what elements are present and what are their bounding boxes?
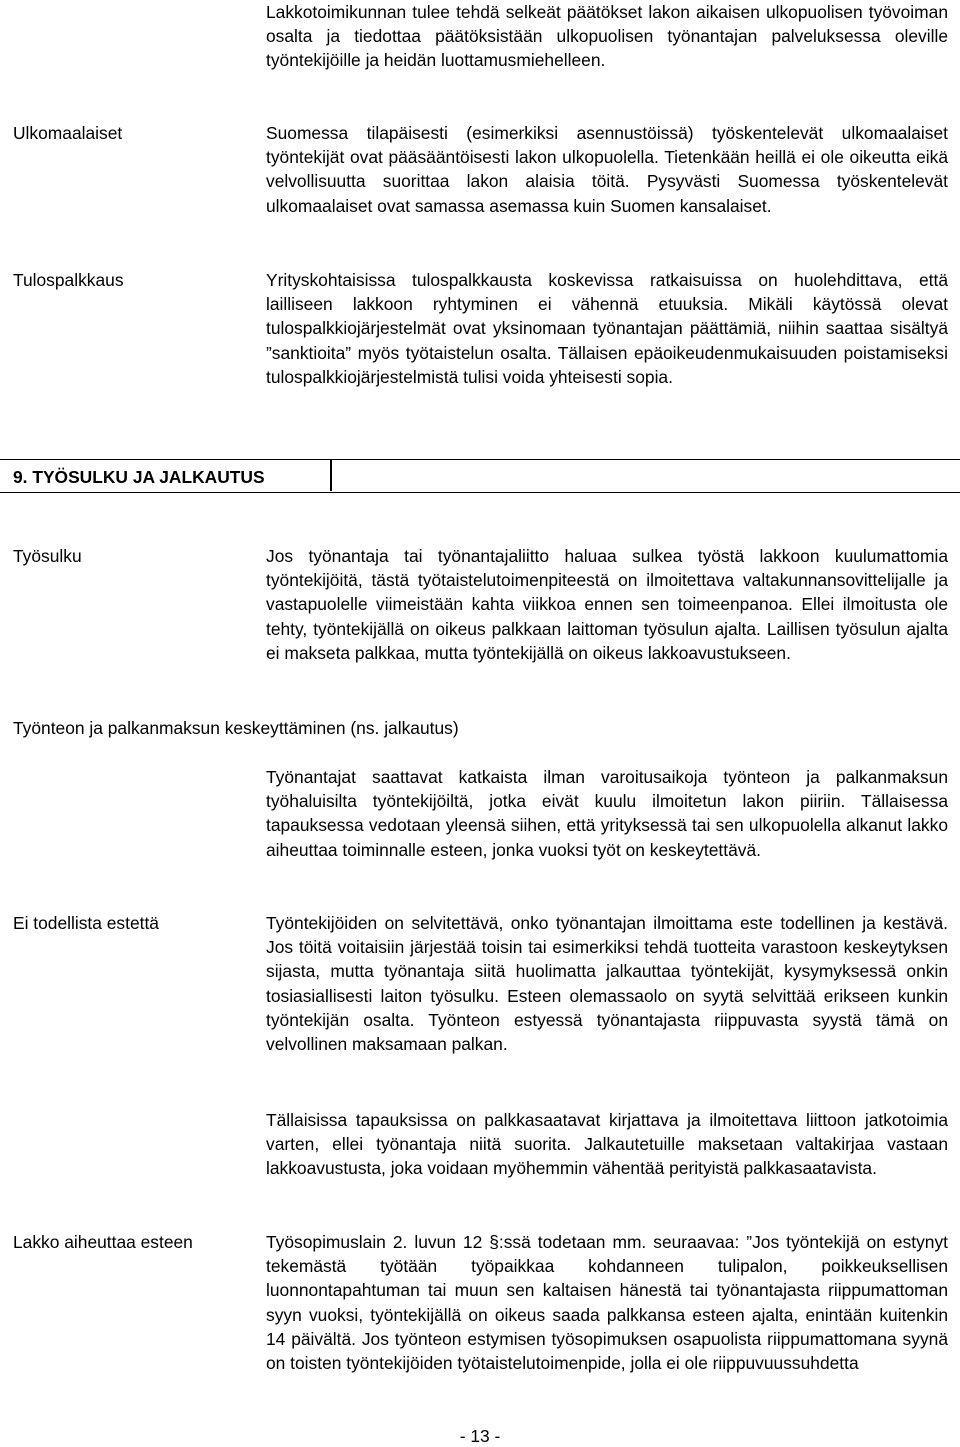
- paragraph-palkkasaatavat: Tällaisissa tapauksissa on palkkasaatavat kirjattava ja ilmoitettava liittoon jatkotoimia varten, ellei työnantaja niitä suorita. Jalkautetuille maksetaan valtakirjaa vastaan lakkoavustusta, joka voidaan myöhemmin vähentää perityistä palkkasaatavista.: [266, 1110, 948, 1179]
- section-heading-box: [0, 459, 960, 493]
- label-ei-todellista-estetta: Ei todellista estettä: [13, 913, 159, 933]
- section-heading: 9. TYÖSULKU JA JALKAUTUS: [13, 467, 265, 487]
- paragraph-ulkomaalaiset: Suomessa tilapäisesti (esimerkiksi asennustöissä) työskentelevät ulkomaalaiset työntekijät ovat pääsääntöisesti lakon ulkopuolella. Tietenkään heillä ei ole oikeutta eikä velvollisuutta suorittaa lakon alaisia töitä. Pysyvästi Suomessa työskentelevät ulkomaalaiset ovat samassa asemassa kuin Suomen kansalaiset.: [266, 123, 948, 216]
- heading-divider: [330, 460, 332, 491]
- page-number: - 13 -: [459, 1426, 501, 1446]
- label-tulospalkkaus: Tulospalkkaus: [13, 270, 124, 290]
- paragraph-jalkautus: Työnantajat saattavat katkaista ilman varoitusaikoja työnteon ja palkanmaksun työhaluisilta työntekijöiltä, jotka eivät kuulu ilmoitetun lakon piiriin. Tällaisessa tapauksessa vedotaan yleensä siihen, että yrityksessä tai sen ulkopuolella alkanut lakko aiheuttaa toiminnalle esteen, jonka vuoksi työt on keskeytettävä.: [266, 767, 948, 860]
- label-lakko-aiheuttaa-esteen: Lakko aiheuttaa esteen: [13, 1232, 193, 1252]
- paragraph-ei-todellista-estetta: Työntekijöiden on selvitettävä, onko työnantajan ilmoittama este todellinen ja kestävä. Jos töitä voitaisiin järjestää toisin tai esimerkiksi tehdä tuotteita varastoon keskeytyksen sijasta, mutta työnantaja siitä huolimatta jalkauttaa työntekijät, kysymyksessä onkin tosiasiallisesti laiton työsulku. Esteen olemassaolo on syytä selvittää erikseen kunkin työntekijän osalta. Työnteon estyessä työnantajasta riippuvasta syystä tämä on velvollinen maksamaan palkan.: [266, 913, 948, 1055]
- label-jalkautus: Työnteon ja palkanmaksun keskeyttäminen (ns. jalkautus): [13, 718, 459, 738]
- paragraph-tulospalkkaus: Yrityskohtaisissa tulospalkkausta koskevissa ratkaisuissa on huolehdittava, että lailliseen lakkoon ryhtyminen ei vähennä etuuksia. Mikäli käytössä olevat tulospalkkiojärjestelmät ovat yksinomaan työnantajan päättämiä, niihin saattaa sisältyä ”sanktioita” myös työtaistelun osalta. Tällaisen epäoikeudenmukaisuuden poistamiseksi tulospalkkiojärjestelmistä tulisi voida yhteisesti sopia.: [266, 270, 948, 387]
- label-tyosulku: Työsulku: [13, 546, 82, 566]
- paragraph-intro: Lakkotoimikunnan tulee tehdä selkeät päätökset lakon aikaisen ulkopuolisen työvoiman osalta ja tiedottaa päätöksistään ulkopuolisen työnantajan palveluksessa oleville työntekijöille ja heidän luottamusmiehelleen.: [266, 2, 948, 71]
- paragraph-lakko-aiheuttaa-esteen: Työsopimuslain 2. luvun 12 §:ssä todetaan mm. seuraavaa: ”Jos työntekijä on estynyt tekemästä työtään työpaikkaa kohdanneen tulipalon, poikkeuksellisen luonnontapahtuman tai muun sen kaltaisen hänestä tai työnantajasta riippumattoman syyn vuoksi, työntekijällä on oikeus saada palkkansa esteen ajalta, enintään kuitenkin 14 päivältä. Jos työnteon estymisen työsopimuksen osapuolista riippumattomana syynä on toisten työntekijöiden työtaistelutoimenpide, jolla ei ole riippuvuussuhdetta: [266, 1232, 948, 1374]
- paragraph-tyosulku: Jos työnantaja tai työnantajaliitto haluaa sulkea työstä lakkoon kuulumattomia työntekijöitä, tästä työtaistelutoimenpiteestä on ilmoitettava valtakunnansovittelijalle ja vastapuolelle viimeistään kahta viikkoa ennen sen toimeenpanoa. Ellei ilmoitusta ole tehty, työntekijällä on oikeus palkkaan laittoman työsulun ajalta. Laillisen työsulun ajalta ei makseta palkkaa, mutta työntekijällä on oikeus lakkoavustukseen.: [266, 546, 948, 663]
- label-ulkomaalaiset: Ulkomaalaiset: [13, 123, 123, 143]
